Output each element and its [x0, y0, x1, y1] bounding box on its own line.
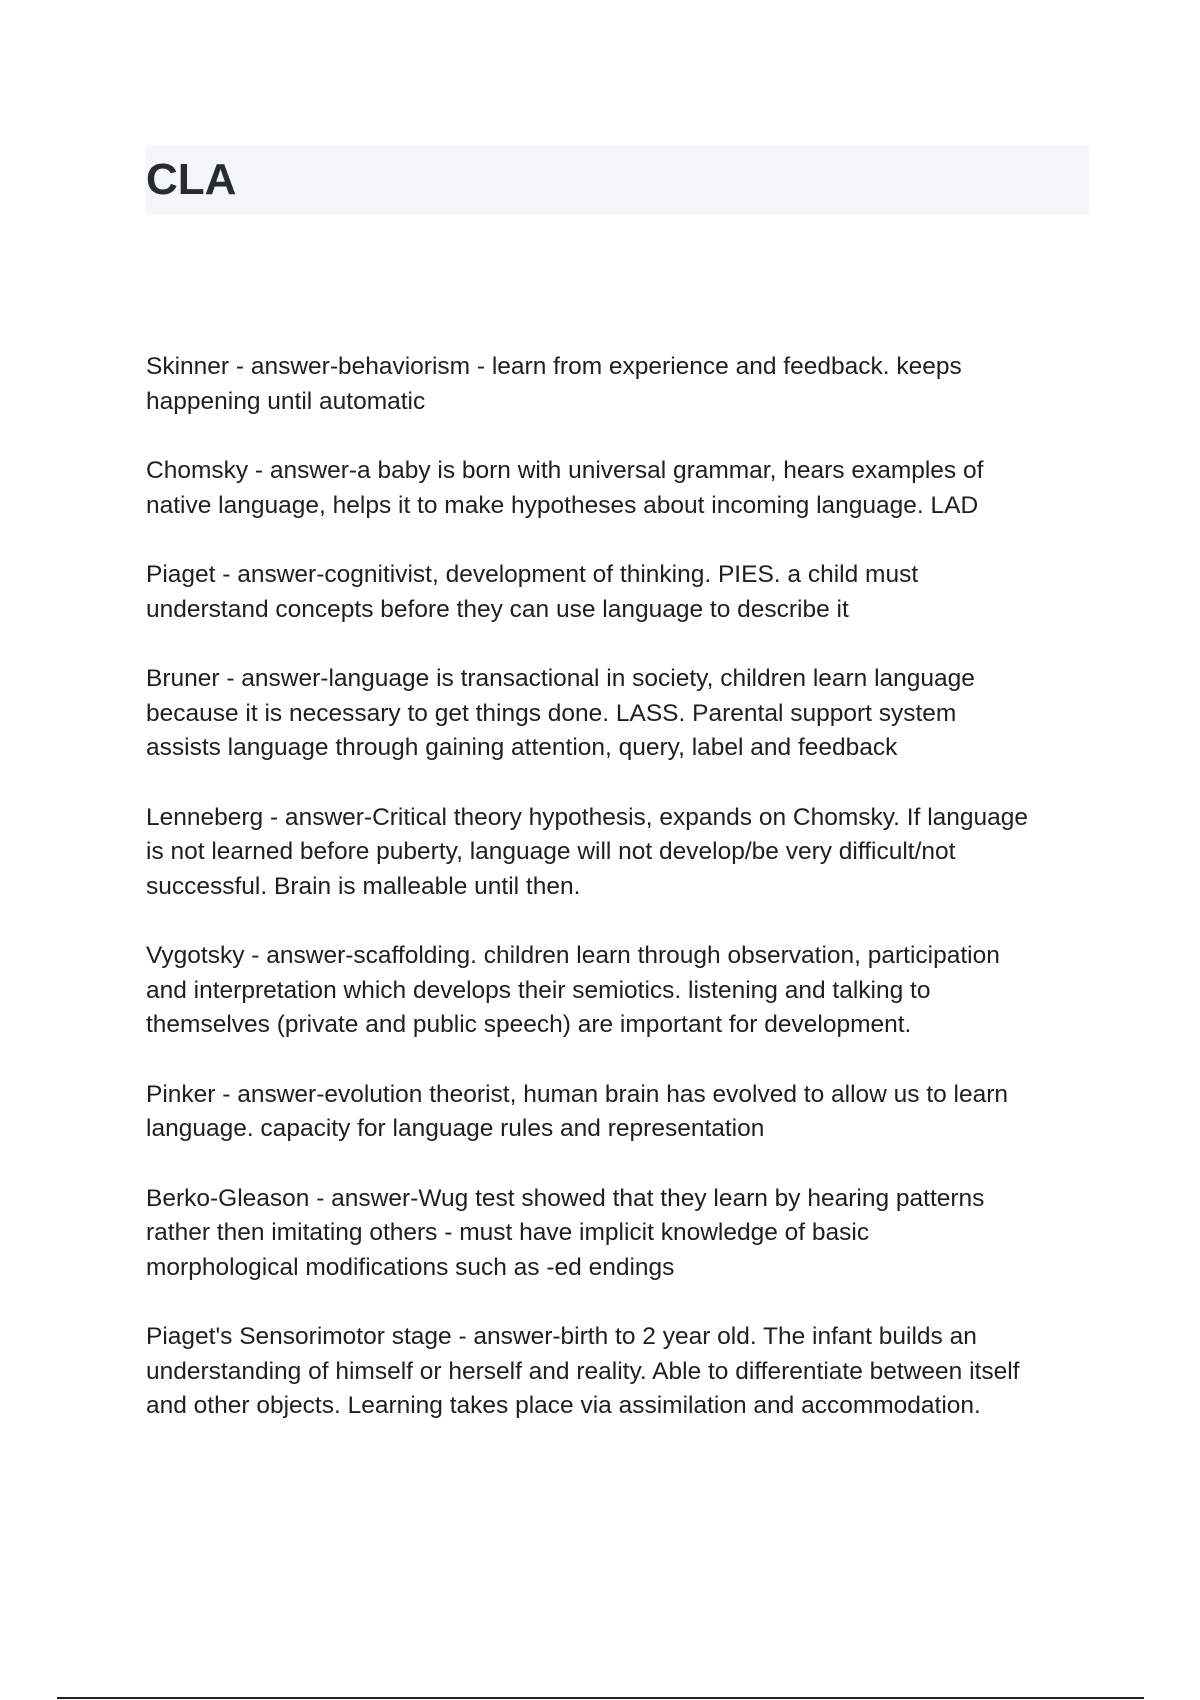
entry-lenneberg: Lenneberg - answer-Critical theory hypothesis, expands on Chomsky. If language is not learned before puberty, language will not develop/be very difficult/not successful. Brain is malleable until then. [146, 803, 1029, 900]
document-title: CLA [146, 155, 237, 204]
entry-vygotsky: Vygotsky - answer-scaffolding. children learn through observation, participation and interpretation which develops their semiotics. listening and talking to themselves (private and public speech) are important for development. [146, 942, 1000, 1038]
entry-chomsky: Chomsky - answer-a baby is born with universal grammar, hears examples of native language, helps it to make hypotheses about incoming language. LAD [146, 457, 984, 519]
entry-list [146, 350, 1096, 1459]
bottom-divider [57, 1697, 1144, 1699]
entry-pinker: Pinker - answer-evolution theorist, human brain has evolved to allow us to learn language. capacity for language rules and representation [146, 1080, 1009, 1142]
entry-berko-gleason: Berko-Gleason - answer-Wug test showed that they learn by hearing patterns rather then imitating others - must have implicit knowledge of basic morphological modifications such as -ed endings [146, 1184, 985, 1281]
title-band [146, 146, 1089, 214]
entry-piaget-sensorimotor: Piaget's Sensorimotor stage - answer-birth to 2 year old. The infant builds an understanding of himself or herself and reality. Able to differentiate between itself and other objects. Learning takes place via assimilation and accommodation. [146, 1323, 1020, 1419]
entry-bruner: Bruner - answer-language is transactional in society, children learn language because it is necessary to get things done. LASS. Parental support system assists language through gaining attention, query, label and feedback [146, 665, 975, 761]
entry-skinner: Skinner - answer-behaviorism - learn from experience and feedback. keeps happening until automatic [146, 353, 962, 415]
entry-piaget: Piaget - answer-cognitivist, development of thinking. PIES. a child must understand concepts before they can use language to describe it [146, 561, 919, 623]
